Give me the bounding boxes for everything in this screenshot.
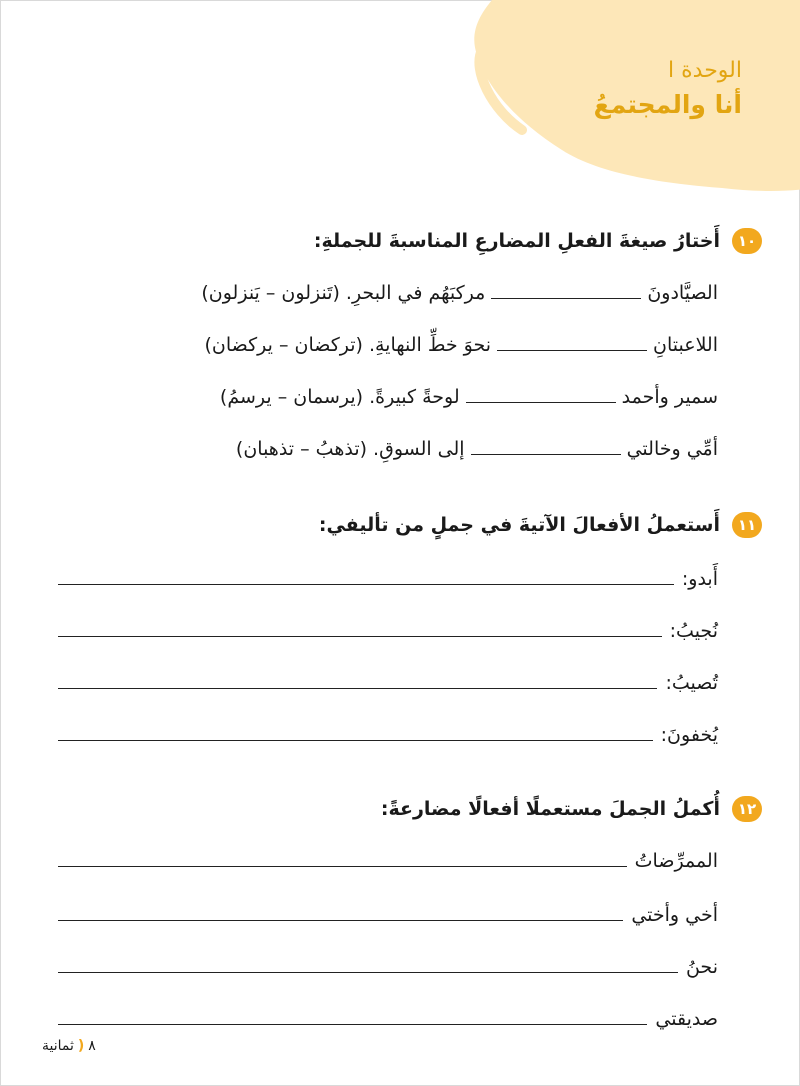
page-number: ٨	[88, 1038, 96, 1054]
sentence-start: أخي وأختي	[631, 904, 718, 926]
question-number-badge: ١٢	[732, 796, 762, 822]
unit-label: الوحدة ا	[668, 58, 742, 83]
question-instruction: أُكملُ الجملَ مستعملًا أفعالًا مضارعةً:	[380, 798, 720, 820]
sentence-middle: إلى السوقِ.	[373, 438, 465, 460]
answer-line[interactable]	[58, 971, 678, 973]
q10-item-3	[220, 386, 718, 408]
sentence-start: نحنُ	[685, 956, 718, 978]
answer-line[interactable]	[58, 635, 662, 637]
sentence-middle: نحوَ خطِّ النهايةِ.	[368, 334, 492, 356]
sentence-middle: لوحةً كبيرةً.	[369, 386, 460, 408]
verb-label: نُجيبُ:	[669, 620, 718, 642]
q10-item-2	[204, 334, 718, 356]
q12-item-1	[58, 850, 718, 872]
answer-options: (تَنزلون – يَنزلون)	[201, 282, 340, 304]
sentence-start: صديقتي	[655, 1008, 718, 1030]
answer-options: (تركضان – يركضان)	[204, 334, 363, 356]
page-number-bracket: (	[77, 1038, 85, 1054]
question-instruction: أَستعملُ الأفعالَ الآتيةَ في جملٍ من تأليفي:	[318, 514, 720, 536]
q12-item-2	[58, 904, 718, 926]
answer-line[interactable]	[58, 1023, 647, 1025]
question-instruction: أَختارُ صيغةَ الفعلِ المضارعِ المناسبةَ للجملةِ:	[313, 230, 720, 252]
sentence-start: اللاعبتانِ	[653, 334, 718, 356]
q10-item-4	[236, 438, 718, 460]
sentence-start: أمِّي وخالتي	[626, 438, 718, 460]
answer-options: (يرسمان – يرسمُ)	[219, 386, 364, 408]
answer-line[interactable]	[58, 919, 623, 921]
question-11-header	[319, 512, 762, 538]
answer-line[interactable]	[58, 687, 657, 689]
question-12-header	[381, 796, 762, 822]
verb-label: يُخفونَ:	[660, 724, 718, 746]
answer-line[interactable]	[58, 739, 653, 741]
q12-item-4	[58, 1008, 718, 1030]
question-number-badge: ١١	[732, 512, 762, 538]
verb-label: تُصيبُ:	[665, 672, 718, 694]
answer-line[interactable]	[58, 583, 674, 585]
sentence-start: الصيَّادونَ	[647, 282, 718, 304]
q11-item-4	[58, 724, 718, 746]
sentence-start: سمير وأحمد	[621, 386, 718, 408]
q12-item-3	[58, 956, 718, 978]
page-footer	[42, 1038, 96, 1054]
question-number-badge: ١٠	[732, 228, 762, 254]
page-number-word: ثمانية	[42, 1038, 74, 1054]
answer-line[interactable]	[58, 865, 627, 867]
verb-label: أَبدو:	[681, 568, 718, 590]
question-10-header	[314, 228, 762, 254]
answer-blank[interactable]	[471, 453, 621, 455]
unit-title: أنا والمجتمعُ	[593, 90, 742, 119]
answer-options: (تذهبُ – تذهبان)	[235, 438, 368, 460]
sentence-start: الممرِّضاتُ	[634, 850, 718, 872]
answer-blank[interactable]	[491, 297, 641, 299]
q11-item-3	[58, 672, 718, 694]
answer-blank[interactable]	[497, 349, 647, 351]
q11-item-1	[58, 568, 718, 590]
q11-item-2	[58, 620, 718, 642]
sentence-middle: مركبَهُم في البحرِ.	[345, 282, 486, 304]
answer-blank[interactable]	[466, 401, 616, 403]
q10-item-1	[201, 282, 718, 304]
